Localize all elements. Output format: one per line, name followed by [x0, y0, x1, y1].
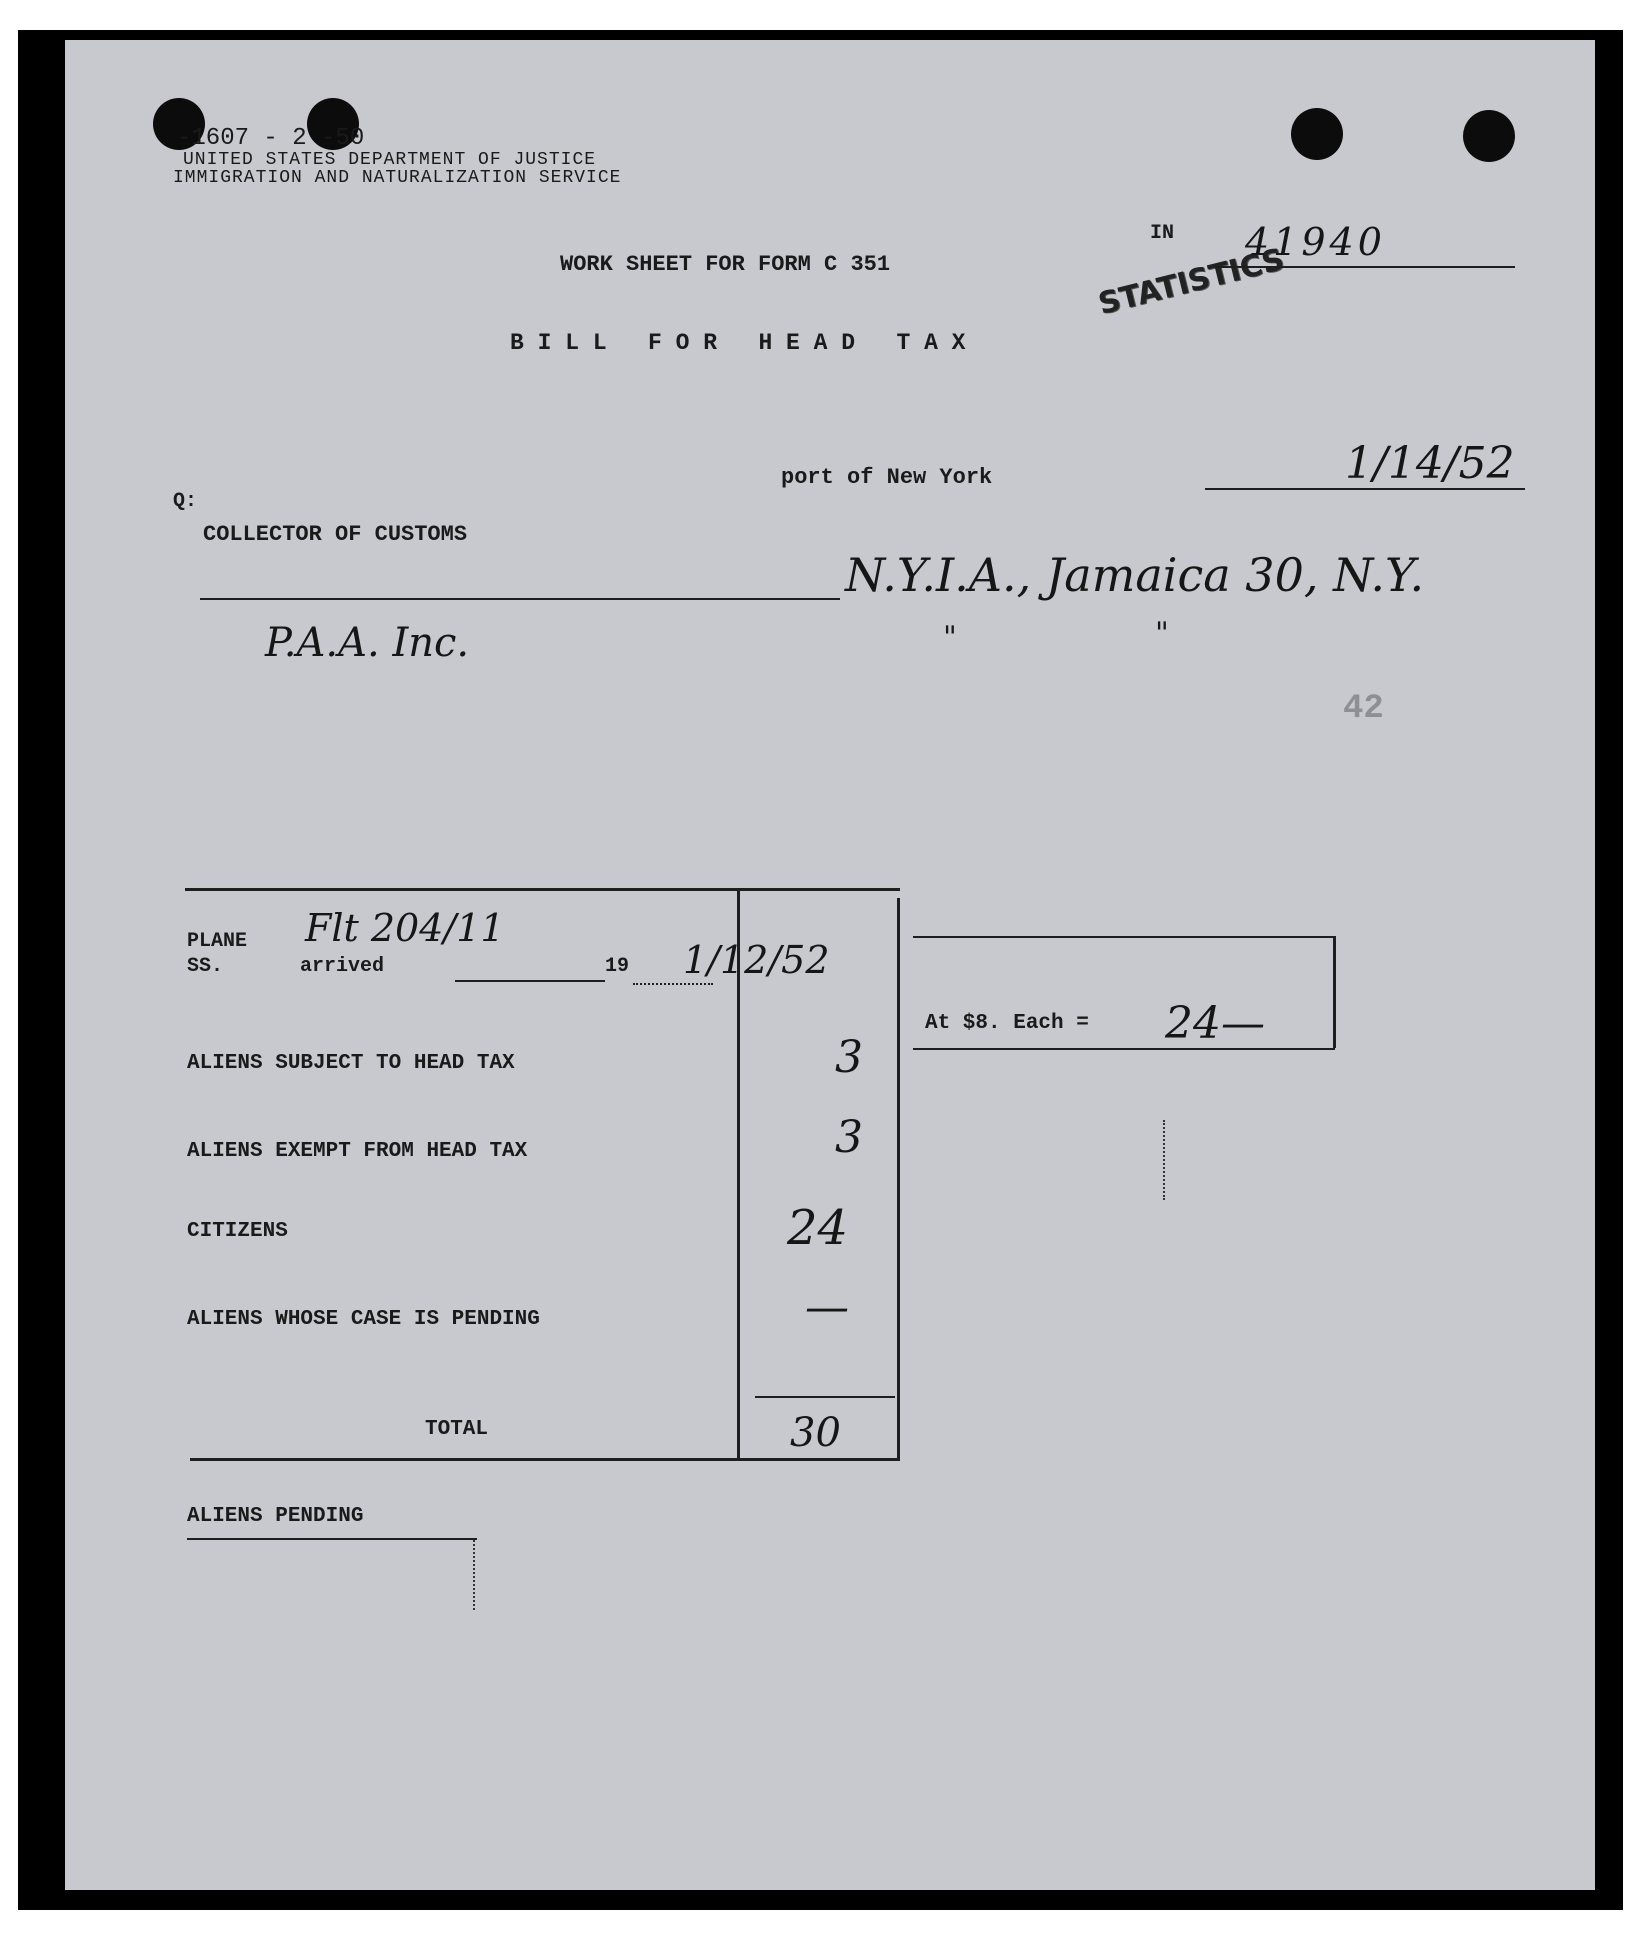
- aliens-pending-underline: [187, 1538, 477, 1540]
- row-label-citizens: CITIZENS: [187, 1220, 288, 1243]
- table-bottom-border: [190, 1458, 900, 1461]
- year-prefix: 19: [605, 955, 630, 978]
- address-handwritten-line2: P.A.A. Inc.: [265, 620, 470, 666]
- row-value-subject: 3: [835, 1032, 863, 1083]
- address-handwritten: N.Y.I.A., Jamaica 30, N.Y.: [845, 548, 1425, 602]
- arrived-label: arrived: [300, 955, 385, 978]
- row-label-pending: ALIENS WHOSE CASE IS PENDING: [187, 1308, 540, 1331]
- form-number: -1607 - 2 -50: [177, 125, 365, 152]
- ditto-mark-1: ": [943, 620, 957, 655]
- bill-title: B I L L F O R H E A D T A X: [510, 330, 966, 356]
- date-underline: [1205, 488, 1525, 490]
- rate-amount: 24—: [1165, 998, 1265, 1049]
- aliens-pending-dots: [473, 1540, 475, 1610]
- plane-label: PLANE: [187, 930, 248, 953]
- bill-date: 1/14/52: [1345, 438, 1515, 489]
- rate-box-right: [1333, 936, 1336, 1048]
- port-label: port of New York: [781, 465, 993, 490]
- ditto-mark-2: ": [1155, 616, 1169, 651]
- worksheet-title: WORK SHEET FOR FORM C 351: [560, 252, 891, 277]
- arrival-date: 1/12/52: [683, 938, 830, 982]
- year-line: [633, 983, 713, 985]
- service-name: IMMIGRATION AND NATURALIZATION SERVICE: [173, 168, 622, 188]
- aliens-pending-label: ALIENS PENDING: [187, 1505, 364, 1528]
- stamp-in-label: IN: [1150, 222, 1175, 245]
- to-label: Q:: [173, 490, 198, 513]
- row-label-exempt: ALIENS EXEMPT FROM HEAD TAX: [187, 1140, 528, 1163]
- rate-box-bottom: [913, 1048, 1335, 1050]
- document-page: [65, 40, 1595, 1890]
- total-value: 30: [790, 1410, 841, 1456]
- arrived-date-line: [455, 980, 605, 982]
- rate-box-top: [913, 936, 1333, 938]
- collector-label: COLLECTOR OF CUSTOMS: [203, 522, 468, 547]
- punch-hole-3: [1291, 108, 1343, 160]
- table-right-border: [897, 898, 900, 1458]
- ss-label: SS.: [187, 955, 224, 978]
- row-value-citizens: 24: [787, 1200, 849, 1256]
- rate-box-dots: [1163, 1120, 1165, 1200]
- department-name: UNITED STATES DEPARTMENT OF JUSTICE: [183, 150, 597, 170]
- stamp-number: 41940: [1245, 220, 1386, 264]
- row-label-subject: ALIENS SUBJECT TO HEAD TAX: [187, 1052, 515, 1075]
- punch-hole-4: [1463, 110, 1515, 162]
- row-value-exempt: 3: [835, 1112, 863, 1163]
- table-top-border: [185, 888, 900, 891]
- total-label: TOTAL: [425, 1418, 489, 1441]
- faint-number: 42: [1343, 690, 1384, 728]
- stamp-underline: [1215, 266, 1515, 268]
- statistics-stamp: STATISTICS: [1095, 242, 1288, 322]
- row-value-pending: —: [805, 1282, 849, 1333]
- rate-label: At $8. Each =: [925, 1012, 1089, 1035]
- total-line: [755, 1396, 895, 1398]
- flight-number: Flt 204/11: [305, 906, 505, 950]
- address-line: [200, 598, 840, 600]
